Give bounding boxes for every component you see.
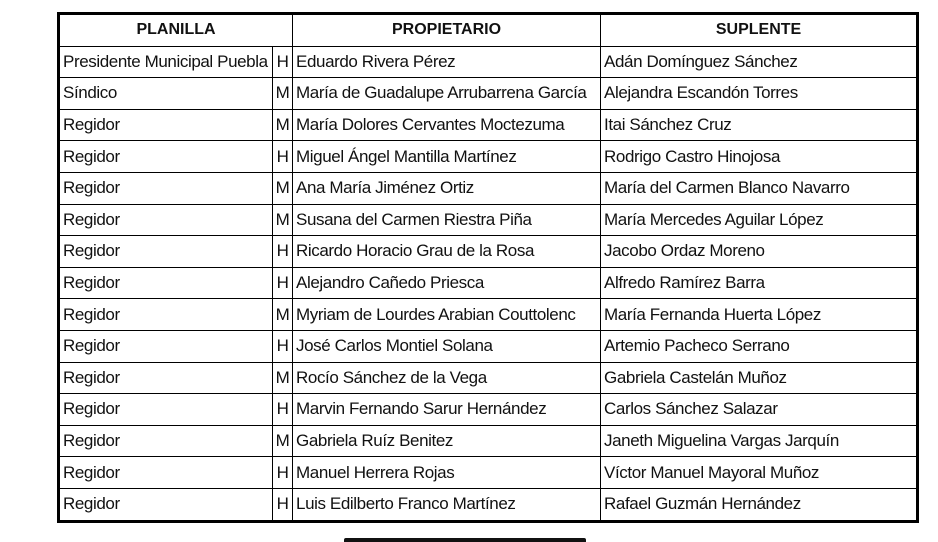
sex-cell: H [273,394,293,426]
table-row [59,394,918,426]
sex-cell: H [273,330,293,362]
suplente-cell: Janeth Miguelina Vargas Jarquín [601,425,918,457]
propietario-cell: Rocío Sánchez de la Vega [293,362,601,394]
table-row [59,362,918,394]
header-planilla: PLANILLA [59,14,293,47]
sex-cell: H [273,46,293,78]
suplente-cell: Víctor Manuel Mayoral Muñoz [601,457,918,489]
table-row [59,425,918,457]
suplente-cell: María Fernanda Huerta López [601,299,918,331]
sex-cell: M [273,172,293,204]
table-row [59,78,918,110]
sex-cell: H [273,267,293,299]
propietario-cell: Manuel Herrera Rojas [293,457,601,489]
sex-cell: M [273,362,293,394]
sex-cell: M [273,78,293,110]
table-row [59,236,918,268]
propietario-cell: Susana del Carmen Riestra Piña [293,204,601,236]
propietario-cell: Ana María Jiménez Ortiz [293,172,601,204]
header-row [59,14,918,47]
header-propietario: PROPIETARIO [293,14,601,47]
cargo-cell: Regidor [59,172,273,204]
table-row [59,330,918,362]
suplente-cell: Artemio Pacheco Serrano [601,330,918,362]
cargo-cell: Regidor [59,299,273,331]
propietario-cell: José Carlos Montiel Solana [293,330,601,362]
sex-cell: H [273,141,293,173]
cargo-cell: Regidor [59,204,273,236]
suplente-cell: Alfredo Ramírez Barra [601,267,918,299]
table-row [59,204,918,236]
suplente-cell: Rodrigo Castro Hinojosa [601,141,918,173]
cargo-cell: Regidor [59,488,273,521]
cargo-cell: Regidor [59,141,273,173]
suplente-cell: María del Carmen Blanco Navarro [601,172,918,204]
cargo-cell: Regidor [59,236,273,268]
suplente-cell: Carlos Sánchez Salazar [601,394,918,426]
table-row [59,299,918,331]
sex-cell: M [273,109,293,141]
propietario-cell: Luis Edilberto Franco Martínez [293,488,601,521]
table-row [59,141,918,173]
table-row [59,109,918,141]
cargo-cell: Presidente Municipal Puebla [59,46,273,78]
suplente-cell: Adán Domínguez Sánchez [601,46,918,78]
suplente-cell: Gabriela Castelán Muñoz [601,362,918,394]
cargo-cell: Regidor [59,425,273,457]
sex-cell: H [273,457,293,489]
table-row [59,267,918,299]
suplente-cell: Rafael Guzmán Hernández [601,488,918,521]
cargo-cell: Síndico [59,78,273,110]
propietario-cell: Gabriela Ruíz Benitez [293,425,601,457]
header-suplente: SUPLENTE [601,14,918,47]
sex-cell: M [273,425,293,457]
sex-cell: H [273,236,293,268]
table-row [59,488,918,521]
sex-cell: M [273,204,293,236]
propietario-cell: Ricardo Horacio Grau de la Rosa [293,236,601,268]
cargo-cell: Regidor [59,330,273,362]
suplente-cell: Jacobo Ordaz Moreno [601,236,918,268]
sex-cell: H [273,488,293,521]
candidates-table [57,12,919,523]
table-body [59,46,918,521]
propietario-cell: Myriam de Lourdes Arabian Couttolenc [293,299,601,331]
cargo-cell: Regidor [59,267,273,299]
cargo-cell: Regidor [59,362,273,394]
propietario-cell: Eduardo Rivera Pérez [293,46,601,78]
propietario-cell: Marvin Fernando Sarur Hernández [293,394,601,426]
cargo-cell: Regidor [59,457,273,489]
table-row [59,46,918,78]
suplente-cell: María Mercedes Aguilar López [601,204,918,236]
sex-cell: M [273,299,293,331]
cargo-cell: Regidor [59,109,273,141]
propietario-cell: María de Guadalupe Arrubarrena García [293,78,601,110]
suplente-cell: Itai Sánchez Cruz [601,109,918,141]
table-row [59,457,918,489]
suplente-cell: Alejandra Escandón Torres [601,78,918,110]
propietario-cell: Alejandro Cañedo Priesca [293,267,601,299]
cargo-cell: Regidor [59,394,273,426]
propietario-cell: Miguel Ángel Mantilla Martínez [293,141,601,173]
table-row [59,172,918,204]
propietario-cell: María Dolores Cervantes Moctezuma [293,109,601,141]
bottom-bar [344,538,586,542]
